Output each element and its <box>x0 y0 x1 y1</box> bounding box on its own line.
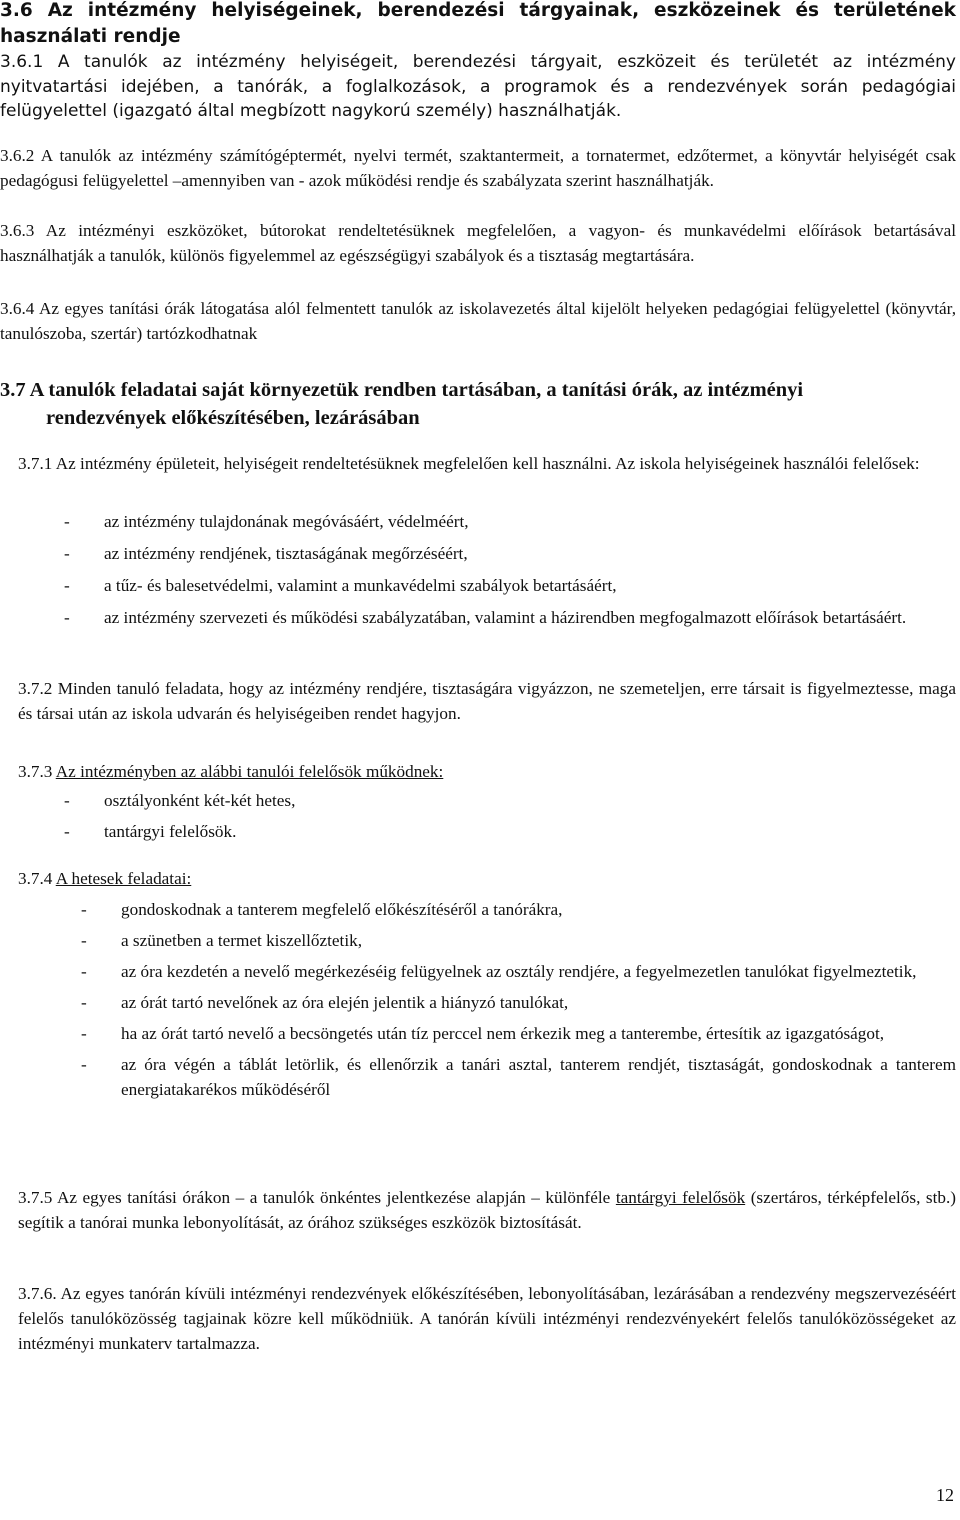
section-3-7-heading-line1: 3.7 A tanulók feladatai saját környezetük rendben tartásában, a tanítási órák, az intézményi <box>0 379 804 401</box>
paragraph-3-6-4: 3.6.4 Az egyes tanítási órák látogatása alól felmentett tanulók az iskolavezetés által kijelölt helyeken pedagógiai felügyelettel (könyvtár, tanulószoba, szertár) tartózkodhatnak <box>0 299 956 343</box>
monitor-list <box>64 788 956 844</box>
responsibility-list <box>64 509 956 630</box>
list-item: - az óra kezdetén a nevelő megérkezéséig felügyelnek az osztály rendjére, a fegyelmezetlen tanulókat figyelmeztetik, <box>81 962 917 981</box>
list-item: - osztályonként két-két hetes, <box>64 791 296 810</box>
list-item: - ha az órát tartó nevelő a becsöngetés után tíz perccel nem érkezik meg a tanterembe, értesítik az igazgatóságot, <box>81 1024 885 1043</box>
page-number: 12 <box>936 1485 954 1505</box>
paragraph-3-7-3: 3.7.3 Az intézményben az alábbi tanulói felelősök működnek: <box>18 762 444 781</box>
list-item: - az intézmény rendjének, tisztaságának megőrzéséért, <box>64 544 468 563</box>
paragraph-3-7-6: 3.7.6. Az egyes tanórán kívüli intézményi rendezvények előkészítésében, lebonyolításában, lezárásában a rendezvény megszervezéséért felelős tanulóközösség tagjainak közre kell működniük. A tanórán kívüli intézményi rendezvényekért felelős tanulóközösségeket az intézményi munkaterv tartalmazza. <box>18 1284 956 1353</box>
paragraph-3-7-1: 3.7.1 Az intézmény épületeit, helyiségeit rendeltetésüknek megfelelően kell használni. Az iskola helyiségeinek használói felelősek: <box>18 454 920 473</box>
paragraph-3-7-4: 3.7.4 A hetesek feladatai: <box>18 869 192 888</box>
paragraph-3-7-5: 3.7.5 Az egyes tanítási órákon – a tanulók önkéntes jelentkezése alapján – különféle tantárgyi felelősök (szertáros, térképfelelős, stb.) segítik a tanórai munka lebonyolítását, az órához szükséges eszközök biztosítását. <box>18 1188 956 1232</box>
list-item: - az óra végén a táblát letörlik, és ellenőrzik a tanári asztal, tanterem rendjét, tisztaságát, gondoskodnak a tanterem energiatakarékos működéséről <box>81 1055 956 1099</box>
list-item: - az intézmény tulajdonának megóvásáért, védelméért, <box>64 512 469 531</box>
list-item: - tantárgyi felelősök. <box>64 822 237 841</box>
paragraph-3-6-1: 3.6.1 A tanulók az intézmény helyiségeit, berendezési tárgyait, eszközeit és területét az intézmény nyitvatartási idejében, a tanórák, a foglalkozások, a programok és a rendezvények során pedagógiai felügyelettel (igazgató által megbízott nagykorú személy) használhatják. <box>0 52 956 121</box>
paragraph-3-6-3: 3.6.3 Az intézményi eszközöket, bútorokat rendeltetésüknek megfelelően, a vagyon- és munkavédelmi előírások betartásával használhatják a tanulók, különös figyelemmel az egészségügyi szabályok és a tisztaság megtartására. <box>0 221 956 265</box>
section-3-7-heading-line2: rendezvények előkészítésében, lezárásában <box>46 407 420 429</box>
section-3-7-heading <box>0 376 956 432</box>
list-item: - az órát tartó nevelőnek az óra elején jelentik a hiányzó tanulókat, <box>81 993 569 1012</box>
list-item: - gondoskodnak a tanterem megfelelő előkészítéséről a tanórákra, <box>81 900 563 919</box>
paragraph-3-6-2: 3.6.2 A tanulók az intézmény számítógéptermét, nyelvi termét, szaktantermeit, a tornatermet, edzőtermet, a könyvtár helyiségét csak pedagógusi felügyelettel –amennyiben van - azok működési rendje és szabályzata szerint használhatják. <box>0 146 956 190</box>
section-3-6-heading: 3.6 Az intézmény helyiségeinek, berendezési tárgyainak, eszközeinek és területének használati rendje <box>0 0 956 47</box>
list-item: - az intézmény szervezeti és működési szabályzatában, valamint a házirendben megfogalmazott előírások betartásáért. <box>64 608 907 627</box>
hetesek-duties-list <box>81 897 956 1102</box>
paragraph-3-7-2: 3.7.2 Minden tanuló feladata, hogy az intézmény rendjére, tisztaságára vigyázzon, ne szemeteljen, erre társait is figyelmeztesse, maga és társai után az iskola udvarán és helyiségeiben rendet hagyjon. <box>18 679 956 723</box>
list-item: - a szünetben a termet kiszellőztetik, <box>81 931 363 950</box>
list-item: - a tűz- és balesetvédelmi, valamint a munkavédelmi szabályok betartásáért, <box>64 576 617 595</box>
